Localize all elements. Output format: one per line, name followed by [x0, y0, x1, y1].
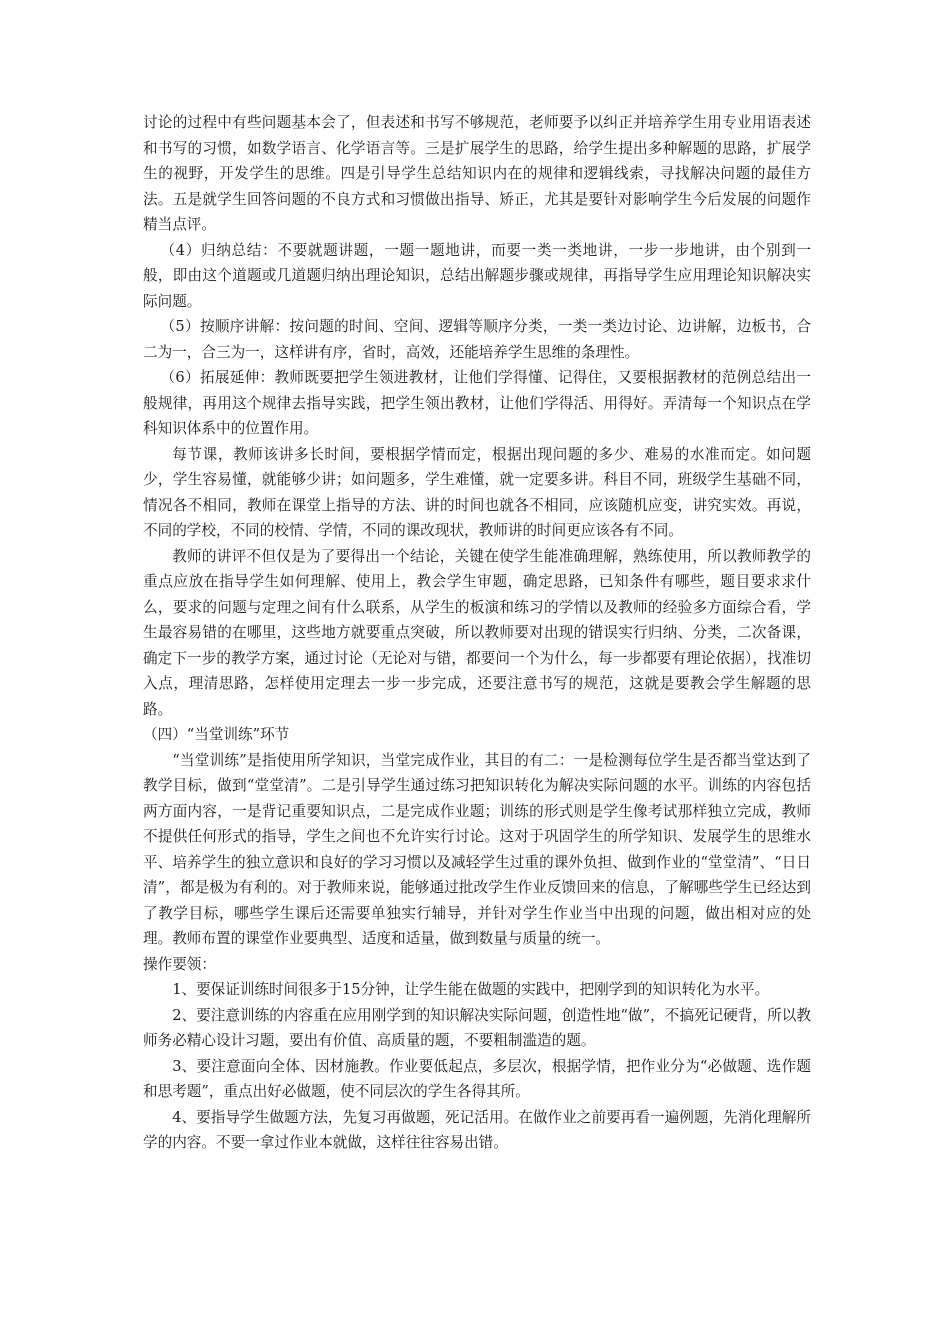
paragraph-sequence: （5）按顺序讲解：按问题的时间、空间、逻辑等顺序分类，一类一类边讨论、边讲解，边板书，合二为一，合三为一，这样讲有序，省时，高效，还能培养学生思维的条理性。 — [143, 318, 811, 361]
list-item: 1、要保证训练时间很多于15分钟，让学生能在做题的实践中，把刚学到的知识转化为水平。 — [172, 981, 770, 998]
document-page — [143, 110, 811, 1156]
list-item: 3、要注意面向全体、因材施教。作业要低起点，多层次，根据学情，把作业分为“必做题、选作题和思考题”，重点出好必做题，使不同层次的学生各得其所。 — [143, 1057, 811, 1100]
paragraph-teacher-review: 教师的讲评不但仅是为了要得出一个结论，关键在使学生能准确理解，熟练使用，所以教师教学的重点应放在指导学生如何理解、使用上，教会学生审题，确定思路，已知条件有哪些，题目要求求什么，要求的问题与定理之间有什么联系，从学生的板演和练习的学情以及教师的经验多方面综合看，学生最容易错的在哪里，这些地方就要重点突破，所以教师要对出现的错误实行归纳、分类，二次备课，确定下一步的教学方案，通过讨论（无论对与错，都要问一个为什么，每一步都要有理论依据），找准切入点，理清思路，怎样使用定理去一步一步完成，还要注意书写的规范，这就是要教会学生解题的思路。 — [143, 547, 811, 718]
section-heading: （四）“当堂训练”环节 — [143, 726, 290, 743]
paragraph-lecture-time: 每节课，教师该讲多长时间，要根据学情而定，根据出现问题的多少、难易的水准而定。如问题少，学生容易懂，就能够少讲；如问题多，学生难懂，就一定要多讲。科目不同，班级学生基础不同，情况各不相同，教师在课堂上指导的方法、讲的时间也就各不相同，应该随机应变，讲究实效。再说，不同的学校，不同的校情、学情，不同的课改现状，教师讲的时间更应该各有不同。 — [143, 445, 811, 539]
list-item: 2、要注意训练的内容重在应用刚学到的知识解决实际问题，创造性地“做”，不搞死记硬背，所以教师务必精心设计习题，要出有价值、高质量的题，不要粗制滥造的题。 — [143, 1006, 811, 1049]
list-item: 4、要指导学生做题方法，先复习再做题，死记活用。在做作业之前要再看一遍例题，先消化理解所学的内容。不要一拿过作业本就做，这样往往容易出错。 — [143, 1108, 811, 1151]
paragraph-extension: （6）拓展延伸：教师既要把学生领进教材，让他们学得懂、记得住，又要根据教材的范例总结出一般规律，再用这个规律去指导实践，把学生领出教材，让他们学得活、用得好。弄清每一个知识点在学科知识体系中的位置作用。 — [143, 369, 811, 437]
operation-essentials-label: 操作要领： — [143, 955, 216, 973]
paragraph-class-training: “当堂训练”是指使用所学知识，当堂完成作业，其目的有二：一是检测每位学生是否都当堂达到了教学目标，做到“堂堂清”。二是引导学生通过练习把知识转化为解决实际问题的水平。训练的内容包括两方面内容，一是背记重要知识点，二是完成作业题；训练的形式则是学生像考试那样独立完成，教师不提供任何形式的指导，学生之间也不允许实行讨论。这对于巩固学生的所学知识、发展学生的思维水平、培养学生的独立意识和良好的学习习惯以及减轻学生过重的课外负担、做到作业的“堂堂清”、“日日清”，都是极为有利的。对于教师来说，能够通过批改学生作业反馈回来的信息，了解哪些学生已经达到了教学目标，哪些学生课后还需要单独实行辅导，并针对学生作业当中出现的问题，做出相对应的处理。教师布置的课堂作业要典型、适度和适量，做到数量与质量的统一。 — [143, 751, 811, 947]
paragraph-summary: （4）归纳总结：不要就题讲题，一题一题地讲，而要一类一类地讲，一步一步地讲，由个别到一般，即由这个道题或几道题归纳出理论知识，总结出解题步骤或规律，再指导学生应用理论知识解决实际问题。 — [143, 241, 811, 310]
paragraph-continued: 讨论的过程中有些问题基本会了，但表述和书写不够规范，老师要予以纠正并培养学生用专业用语表述和书写的习惯，如数学语言、化学语言等。三是扩展学生的思路，给学生提出多种解题的思路，扩展学生的视野，开发学生的思维。四是引导学生总结知识内在的规律和逻辑线索，寻找解决问题的最佳方法。五是就学生回答问题的不良方式和习惯做出指导、矫正，尤其是要针对影响学生今后发展的问题作精当点评。 — [143, 114, 811, 233]
